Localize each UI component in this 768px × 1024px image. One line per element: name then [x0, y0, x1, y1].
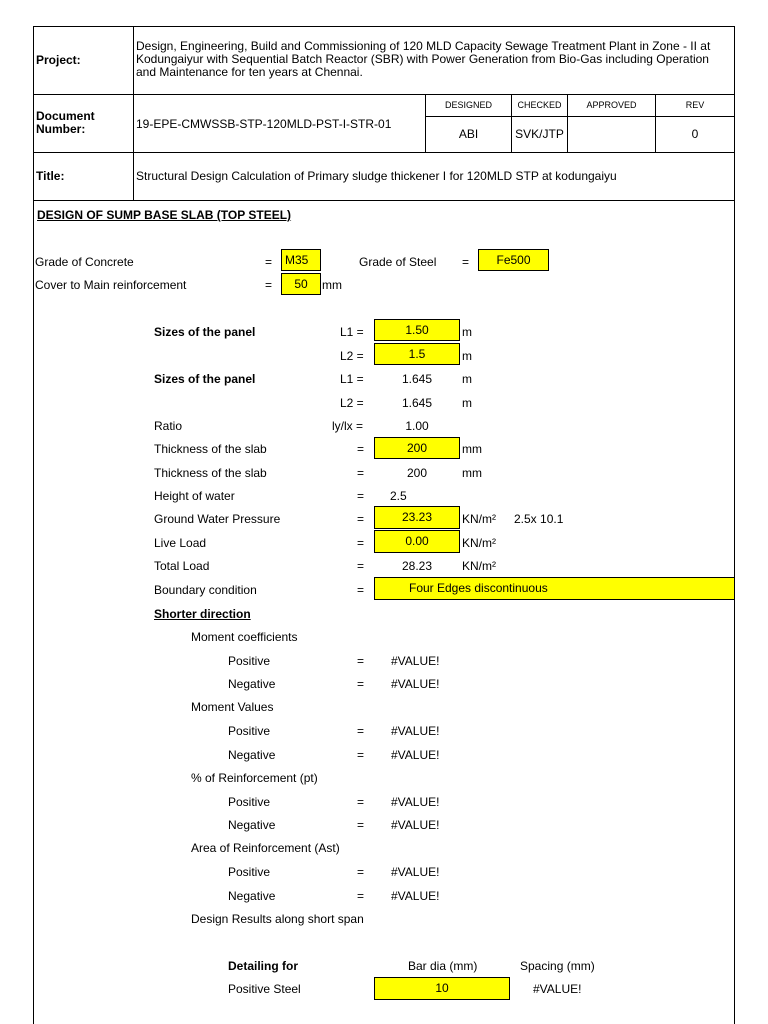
water-height-value: 2.5 — [390, 489, 407, 503]
ground-water-pressure-label: Ground Water Pressure — [154, 512, 281, 526]
live-load-input[interactable]: 0.00 — [374, 530, 460, 553]
equals-sign: = — [357, 654, 365, 668]
l1-effective-unit: m — [462, 372, 472, 386]
l1-effective-label: L1 = — [340, 372, 364, 386]
reinforcement-area-negative: #VALUE! — [391, 889, 440, 903]
l2-effective-label: L2 = — [340, 396, 364, 410]
equals-sign: = — [357, 466, 365, 480]
water-height-label: Height of water — [154, 489, 235, 503]
equals-sign: = — [357, 889, 365, 903]
detailing-label: Detailing for — [228, 959, 299, 973]
ratio-label: Ratio — [154, 419, 183, 433]
positive-steel-spacing: #VALUE! — [533, 982, 582, 996]
header-column-divider — [133, 26, 134, 200]
negative-label: Negative — [228, 889, 276, 903]
moment-coefficients-label: Moment coefficients — [191, 630, 298, 644]
positive-label: Positive — [228, 654, 271, 668]
moment-coefficient-positive: #VALUE! — [391, 654, 440, 668]
steel-grade-label: Grade of Steel — [359, 255, 437, 269]
positive-label: Positive — [228, 865, 271, 879]
l1-unit: m — [462, 325, 472, 339]
reinforcement-area-label: Area of Reinforcement (Ast) — [191, 841, 340, 855]
positive-steel-label: Positive Steel — [228, 982, 301, 996]
reinforcement-percent-negative: #VALUE! — [391, 818, 440, 832]
negative-label: Negative — [228, 818, 276, 832]
equals-sign: = — [265, 255, 273, 269]
positive-steel-bar-dia-input[interactable]: 10 — [374, 977, 510, 1000]
slab-thickness-label: Thickness of the slab — [154, 466, 267, 480]
ratio-value: 1.00 — [405, 419, 429, 433]
rev-header: REV — [685, 100, 705, 110]
total-load-value: 28.23 — [401, 559, 433, 573]
total-load-label: Total Load — [154, 559, 210, 573]
l1-input[interactable]: 1.50 — [374, 319, 460, 341]
equals-sign: = — [357, 748, 365, 762]
equals-sign: = — [357, 512, 365, 526]
positive-label: Positive — [228, 724, 271, 738]
equals-sign: = — [357, 489, 365, 503]
equals-sign: = — [357, 724, 365, 738]
project-label: Project: — [36, 53, 81, 67]
ratio-equals: ly/lx = — [332, 419, 364, 433]
ground-water-pressure-unit: KN/m² — [462, 512, 496, 526]
equals-sign: = — [462, 255, 470, 269]
title-label: Title: — [36, 169, 65, 183]
concrete-grade-input[interactable]: M35 — [281, 249, 321, 271]
boundary-condition-label: Boundary condition — [154, 583, 257, 597]
checked-value: SVK/JTP — [515, 127, 564, 141]
checked-header: CHECKED — [517, 100, 562, 110]
shorter-direction-heading: Shorter direction — [154, 607, 251, 621]
cover-input[interactable]: 50 — [281, 273, 321, 295]
document-number-label: Document Number: — [36, 109, 95, 136]
l2-unit: m — [462, 349, 472, 363]
rev-value: 0 — [691, 127, 699, 141]
bar-dia-header: Bar dia (mm) — [408, 959, 478, 973]
moment-coefficient-negative: #VALUE! — [391, 677, 440, 691]
slab-thickness-unit: mm — [462, 442, 482, 456]
moment-value-negative: #VALUE! — [391, 748, 440, 762]
document-title: Structural Design Calculation of Primary sludge thickener I for 120MLD STP at kodungaiyu — [136, 169, 617, 183]
equals-sign: = — [357, 677, 365, 691]
positive-label: Positive — [228, 795, 271, 809]
designed-header: DESIGNED — [444, 100, 492, 110]
cover-unit: mm — [322, 278, 342, 292]
ground-water-pressure-note: 2.5x 10.1 — [514, 512, 564, 526]
frame-right-border — [734, 26, 735, 1024]
negative-label: Negative — [228, 677, 276, 691]
frame-top-border — [33, 26, 735, 27]
header-divider — [33, 94, 735, 95]
slab-thickness-value: 200 — [406, 466, 428, 480]
header-divider — [33, 200, 735, 201]
slab-thickness-label: Thickness of the slab — [154, 442, 267, 456]
slab-thickness-input[interactable]: 200 — [374, 437, 460, 459]
live-load-unit: KN/m² — [462, 536, 496, 550]
l2-label: L2 = — [340, 349, 364, 363]
designed-value: ABI — [458, 127, 479, 141]
concrete-grade-label: Grade of Concrete — [35, 255, 134, 269]
spacing-header: Spacing (mm) — [520, 959, 595, 973]
equals-sign: = — [265, 278, 273, 292]
total-load-unit: KN/m² — [462, 559, 496, 573]
l2-effective-unit: m — [462, 396, 472, 410]
cover-label: Cover to Main reinforcement — [35, 278, 187, 292]
panel-size-label: Sizes of the panel — [154, 325, 256, 339]
moment-value-positive: #VALUE! — [391, 724, 440, 738]
approved-header: APPROVED — [586, 100, 637, 110]
reinforcement-area-positive: #VALUE! — [391, 865, 440, 879]
l1-effective-value: 1.645 — [401, 372, 433, 386]
equals-sign: = — [357, 865, 365, 879]
panel-size-label: Sizes of the panel — [154, 372, 256, 386]
slab-thickness-unit: mm — [462, 466, 482, 480]
moment-values-label: Moment Values — [191, 700, 274, 714]
reinforcement-percent-label: % of Reinforcement (pt) — [191, 771, 318, 785]
equals-sign: = — [357, 795, 365, 809]
frame-left-border — [33, 26, 34, 1024]
equals-sign: = — [357, 818, 365, 832]
steel-grade-input[interactable]: Fe500 — [478, 249, 549, 271]
equals-sign: = — [357, 442, 365, 456]
reinforcement-percent-positive: #VALUE! — [391, 795, 440, 809]
design-results-label: Design Results along short span — [191, 912, 364, 926]
l2-effective-value: 1.645 — [401, 396, 433, 410]
boundary-condition-input[interactable]: Four Edges discontinuous — [374, 577, 735, 600]
header-divider — [33, 152, 735, 153]
section-heading: DESIGN OF SUMP BASE SLAB (TOP STEEL) — [37, 208, 292, 222]
document-number: 19-EPE-CMWSSB-STP-120MLD-PST-I-STR-01 — [136, 117, 392, 131]
equals-sign: = — [357, 536, 365, 550]
live-load-label: Live Load — [154, 536, 207, 550]
equals-sign: = — [357, 559, 365, 573]
negative-label: Negative — [228, 748, 276, 762]
equals-sign: = — [357, 583, 365, 597]
l2-input[interactable]: 1.5 — [374, 343, 460, 365]
ground-water-pressure-input[interactable]: 23.23 — [374, 506, 460, 529]
project-description: Design, Engineering, Build and Commissioning of 120 MLD Capacity Sewage Treatment Plant in Zone - II at Kodungaiyur with Sequential Batch Reactor (SBR) with Power Generation from Bio-Gas including Operation and Maintenance for ten years at Chennai. — [136, 39, 711, 79]
signoff-divider — [425, 116, 735, 117]
l1-label: L1 = — [340, 325, 364, 339]
